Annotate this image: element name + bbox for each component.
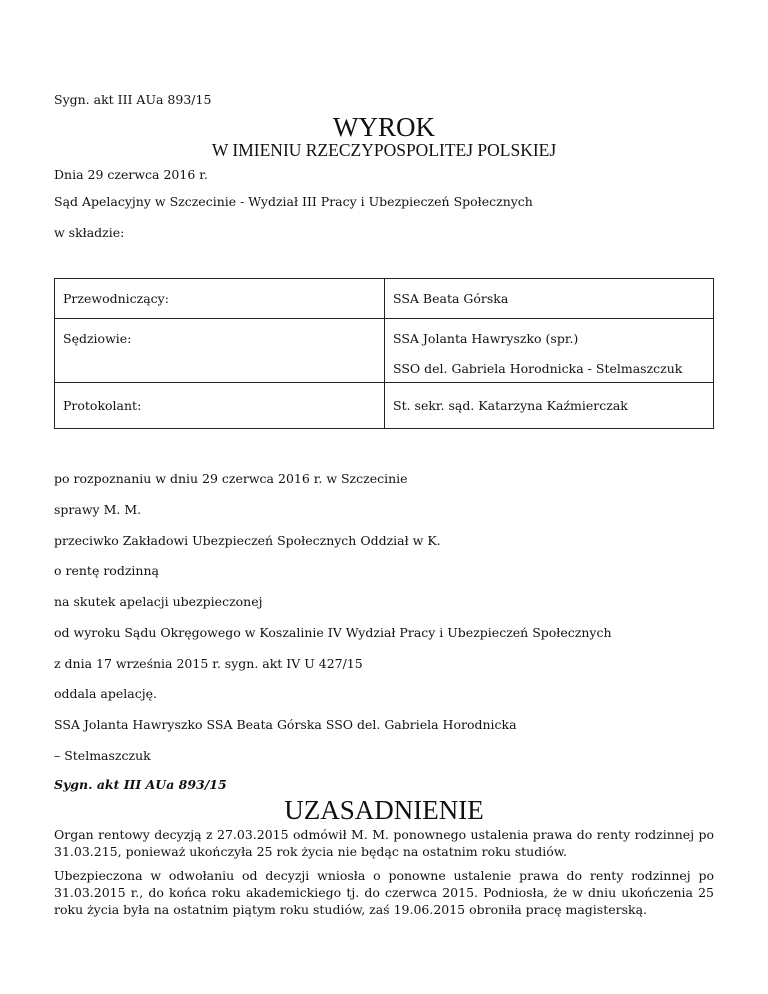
justification-paragraph-2: Ubezpieczona w odwołaniu od decyzji wniosła o ponowne ustalenie prawa do renty rodzinnej po 31.03.2015 r., do końca roku akademickiego tj. do czerwca 2015. Podniosła, że w dniu ukończenia 25 roku życia była na ostatnim piątym roku studiów, zaś 19.06.2015 obroniła pracę magisterską.: [54, 868, 714, 917]
bench-name-clerk: St. sekr. sąd. Katarzyna Kaźmierczak: [385, 383, 714, 429]
justification-paragraph-1: Organ rentowy decyzją z 27.03.2015 odmówił M. M. ponownego ustalenia prawa do renty rodzinnej po 31.03.215, ponieważ ukończyła 25 rok życia nie będąc na ostatnim roku studiów.: [54, 827, 714, 859]
bench-table: [54, 278, 714, 429]
justification-case-number: Sygn. akt III AUa 893/15: [54, 777, 227, 792]
court-name: Sąd Apelacyjny w Szczecinie - Wydział III Pracy i Ubezpieczeń Społecznych: [54, 194, 533, 209]
ruling-line-7: z dnia 17 września 2015 r. sygn. akt IV U 427/15: [54, 656, 363, 671]
bench-name-judge-1: SSA Jolanta Hawryszko (spr.): [393, 331, 579, 346]
case-number: Sygn. akt III AUa 893/15: [54, 92, 212, 107]
ruling-line-10: – Stelmaszczuk: [54, 748, 151, 763]
bench-role-chair: Przewodniczący:: [55, 279, 385, 319]
bench-name-judge-2: SSO del. Gabriela Horodnicka - Stelmaszczuk: [393, 361, 683, 376]
document-title: WYROK: [333, 112, 435, 142]
ruling-line-1: po rozpoznaniu w dniu 29 czerwca 2016 r. w Szczecinie: [54, 471, 408, 486]
table-row: [55, 383, 714, 429]
ruling-line-3: przeciwko Zakładowi Ubezpieczeń Społecznych Oddział w K.: [54, 533, 441, 548]
document-subtitle: W IMIENIU RZECZYPOSPOLITEJ POLSKIEJ: [211, 140, 557, 160]
ruling-line-6: od wyroku Sądu Okręgowego w Koszalinie IV Wydział Pracy i Ubezpieczeń Społecznych: [54, 625, 612, 640]
ruling-date: Dnia 29 czerwca 2016 r.: [54, 167, 208, 182]
ruling-line-9: SSA Jolanta Hawryszko SSA Beata Górska SSO del. Gabriela Horodnicka: [54, 717, 517, 732]
ruling-line-2: sprawy M. M.: [54, 502, 142, 517]
bench-name-chair: SSA Beata Górska: [385, 279, 714, 319]
composition-intro: w składzie:: [54, 225, 125, 240]
ruling-line-4: o rentę rodzinną: [54, 563, 159, 578]
bench-role-clerk: Protokolant:: [55, 383, 385, 429]
ruling-line-5: na skutek apelacji ubezpieczonej: [54, 594, 263, 609]
table-row: [55, 319, 714, 383]
table-row: [55, 279, 714, 319]
justification-title: UZASADNIENIE: [284, 795, 484, 825]
ruling-line-8: oddala apelację.: [54, 686, 157, 701]
bench-role-judges: Sędziowie:: [55, 319, 385, 383]
